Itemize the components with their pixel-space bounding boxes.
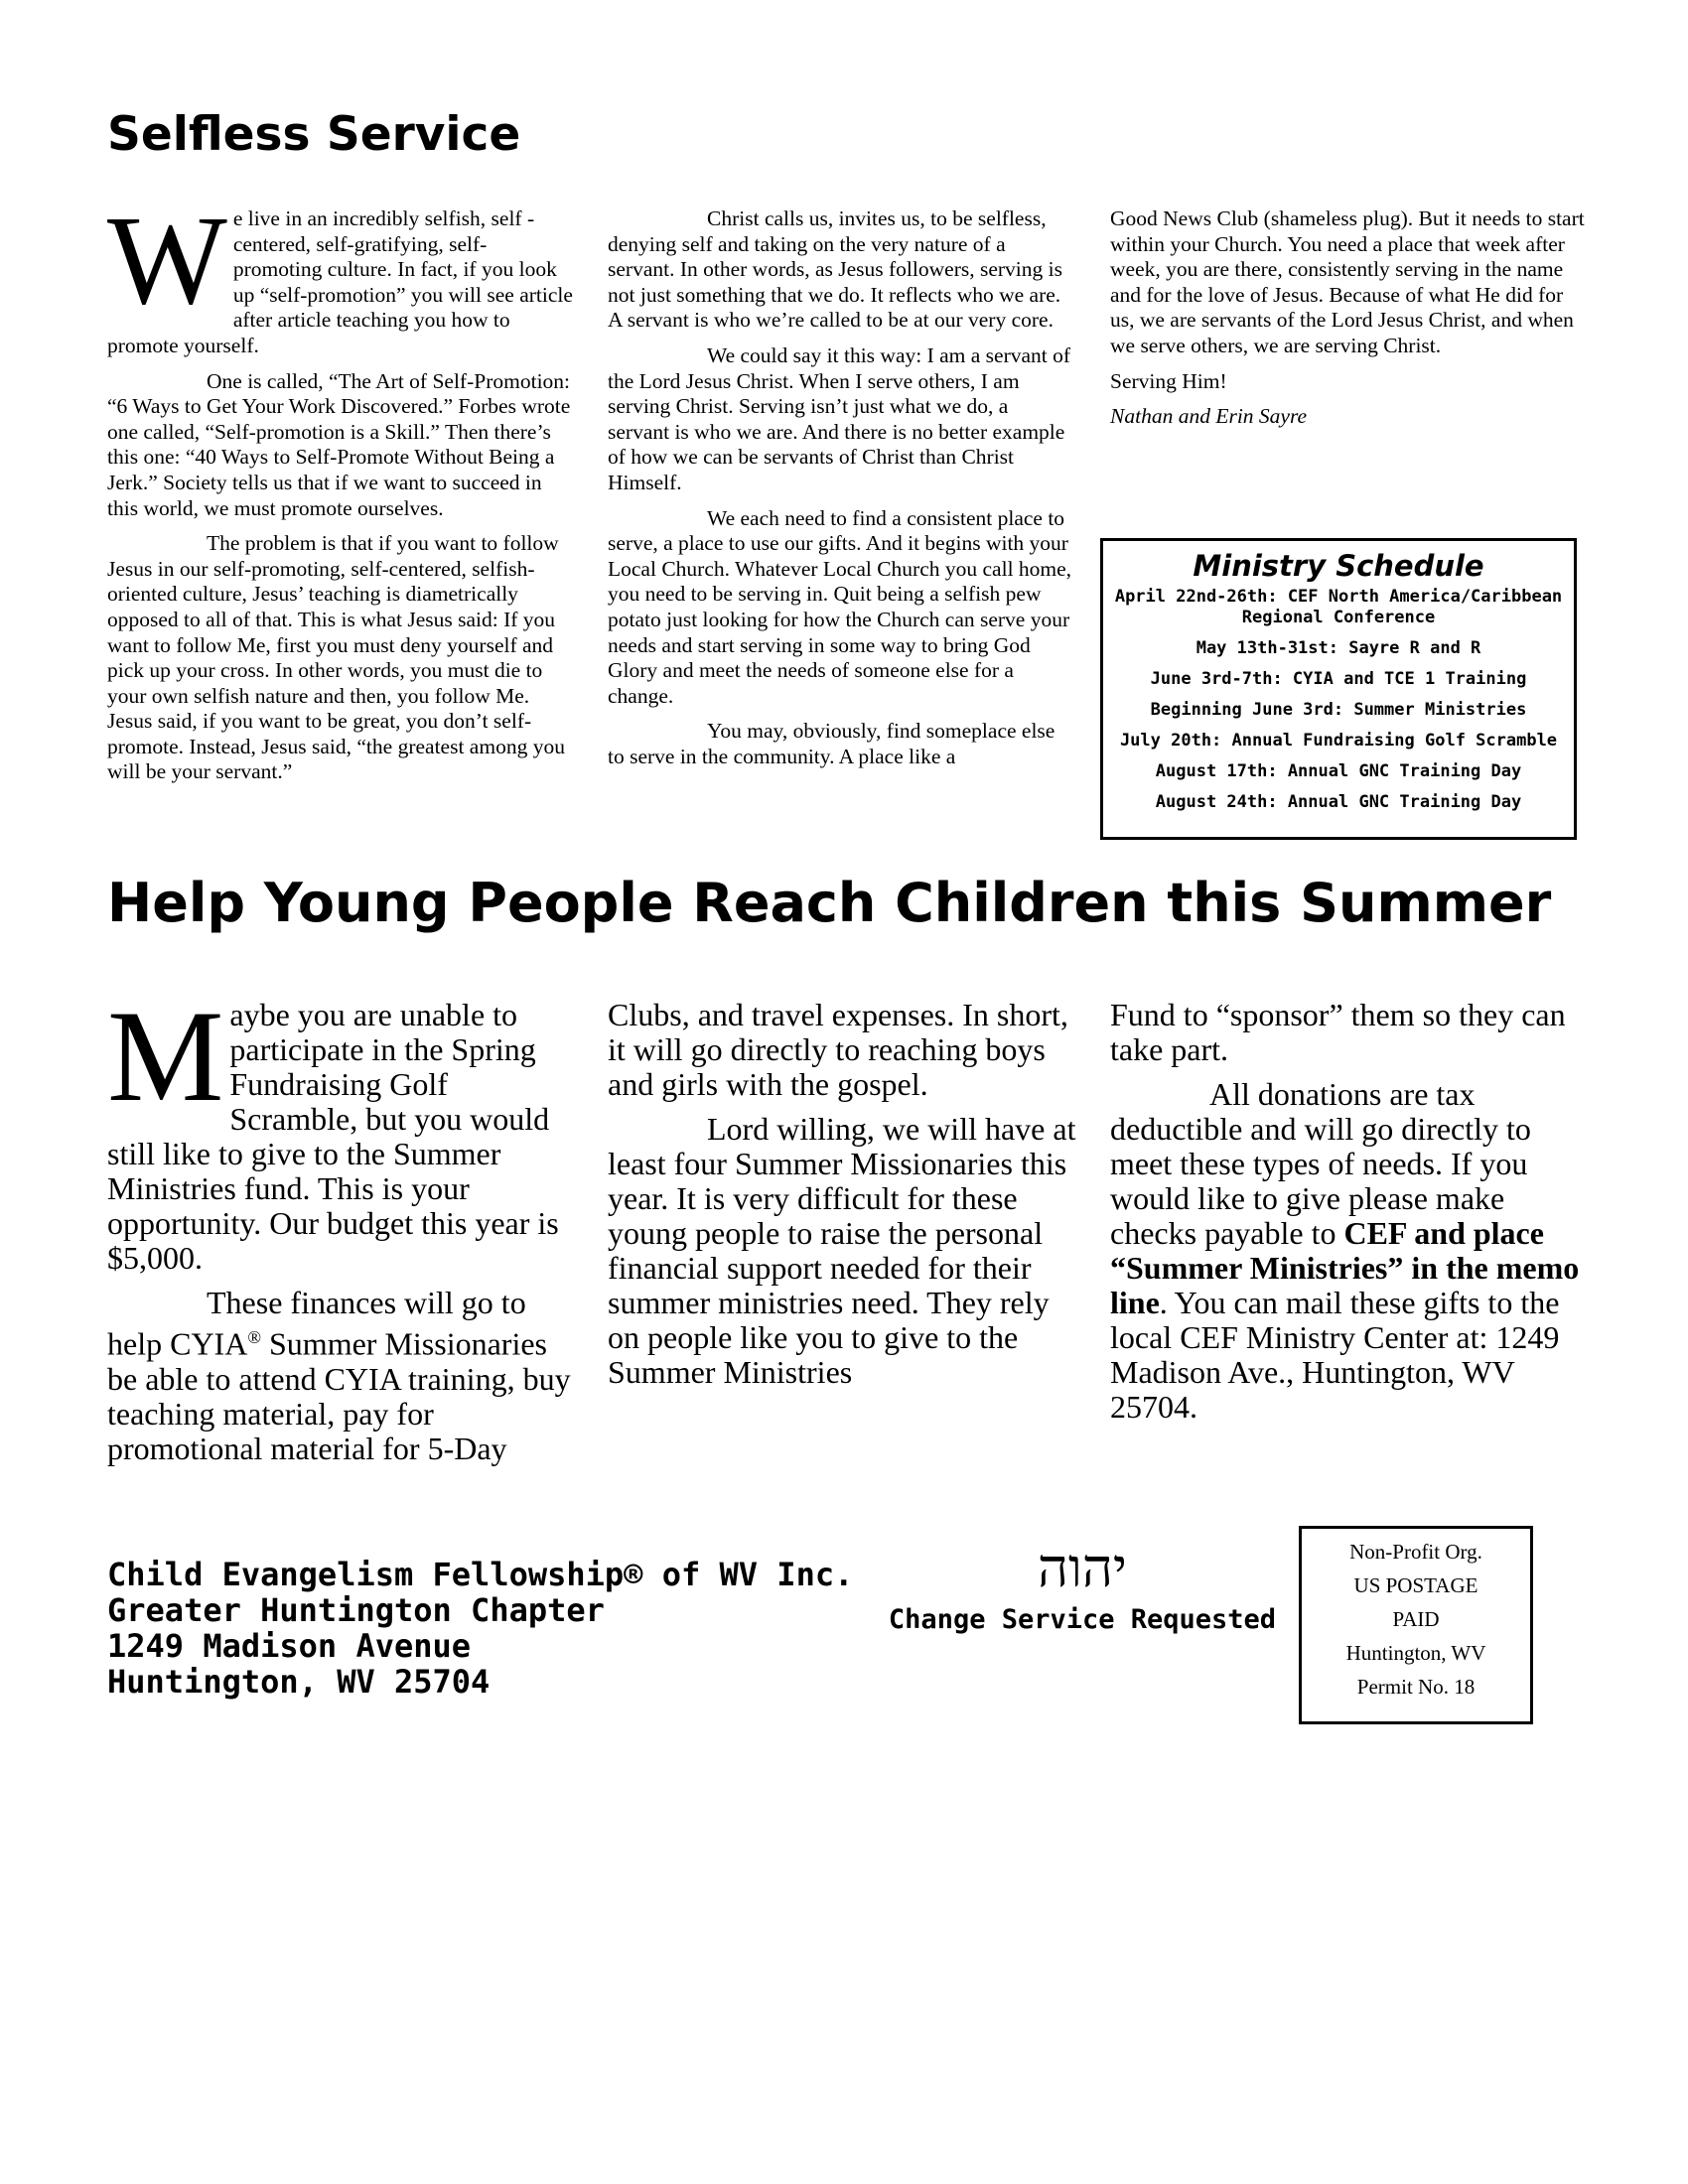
article2-paragraph: Fund to “sponsor” them so they can take part. bbox=[1110, 997, 1566, 1067]
article1-paragraph: We each need to find a consistent place to serve, a place to use our gifts. And it begins with your Local Church. Whatever Local Church you call home, you need to be serving in. Quit being a selfish pew potato just looking for how the Church can serve your needs and start serving in some way to bring God Glory and meet the needs of someone else for a change. bbox=[608, 505, 1072, 708]
schedule-item: May 13th-31st: Sayre R and R bbox=[1196, 638, 1481, 658]
postage-line: Huntington, WV bbox=[1345, 1641, 1486, 1665]
schedule-item: June 3rd-7th: CYIA and TCE 1 Training bbox=[1150, 669, 1527, 689]
article2-column-2 bbox=[608, 998, 1082, 1390]
article1-column-2 bbox=[608, 206, 1074, 769]
article1-paragraph: Good News Club (shameless plug). But it needs to start within your Church. You need a place that week after week, you are there, consistently serving in the name and for the love of Jesus. Because of what He did for us, we are servants of the Lord Jesus Christ, and when we serve others, we are serving Christ. bbox=[1110, 206, 1585, 357]
drop-cap: W bbox=[107, 190, 227, 331]
drop-cap: M bbox=[107, 983, 224, 1129]
schedule-title: Ministry Schedule bbox=[1193, 549, 1484, 583]
postage-line: Non-Profit Org. bbox=[1349, 1540, 1482, 1564]
signature: Nathan and Erin Sayre bbox=[1110, 404, 1308, 429]
article2-paragraph: Lord willing, we will have at least four Summer Missionaries this year. It is very difficult for these young people to raise the personal financial support needed for their summer ministries need. They rely on people like you to give to the Summer Ministries bbox=[608, 1111, 1076, 1390]
schedule-item: Beginning June 3rd: Summer Ministries bbox=[1150, 700, 1527, 720]
address-line: Huntington, WV 25704 bbox=[107, 1663, 491, 1701]
schedule-item: August 17th: Annual GNC Training Day bbox=[1155, 761, 1522, 781]
address-line: Child Evangelism Fellowship® of WV Inc. bbox=[107, 1556, 854, 1593]
article1-paragraph: One is called, “The Art of Self-Promotion: “6 Ways to Get Your Work Discovered.” Forbes wrote one called, “Self-promotion is a Skill.” Then there’s this one: “40 Ways to Self-Promote Without Being a Jerk.” Society tells us that if we want to succeed in this world, we must promote ourselves. bbox=[107, 368, 571, 520]
hebrew-name: יהוה bbox=[1037, 1537, 1128, 1599]
address-line: 1249 Madison Avenue bbox=[107, 1627, 472, 1665]
article1-paragraph: We could say it this way: I am a servant of the Lord Jesus Christ. When I serve others, I am serving Christ. Serving isn’t just what we do, a servant is who we are. And there is no better example of how we can be servants of Christ than Christ Himself. bbox=[608, 342, 1071, 494]
postage-line: Permit No. 18 bbox=[1356, 1675, 1476, 1699]
registered-mark: ® bbox=[247, 1327, 261, 1347]
article2-column-3 bbox=[1110, 998, 1585, 1425]
service-block bbox=[874, 1539, 1291, 1635]
bold-instruction: CEF and place “Summer Ministries” in the memo line bbox=[1110, 1215, 1580, 1320]
article1-paragraph: The problem is that if you want to follow Jesus in our self-promoting, self-centered, selfish-oriented culture, Jesus’ teaching is diametrically opposed to all of that. This is what Jesus said: If you want to follow Me, first you must deny yourself and pick up your cross. In other words, you must die to your own selfish nature and then, you follow Me. Jesus said, if you want to be great, you don’t self-promote. Instead, Jesus said, “the greatest among you will be your servant.” bbox=[107, 531, 565, 784]
ministry-schedule-box bbox=[1100, 538, 1577, 840]
article2-paragraph: Clubs, and travel expenses. In short, it will go directly to reaching boys and girls with the gospel. bbox=[608, 997, 1068, 1102]
schedule-item: April 22nd-26th: CEF North America/Caribbean Regional Conference bbox=[1114, 587, 1563, 627]
postage-indicia bbox=[1299, 1526, 1533, 1724]
schedule-item: August 24th: Annual GNC Training Day bbox=[1155, 792, 1522, 812]
article-title-summer: Help Young People Reach Children this Summer bbox=[107, 872, 1552, 934]
return-address bbox=[107, 1557, 853, 1700]
article2-column-1 bbox=[107, 983, 582, 1466]
article2-paragraph: All donations are tax deductible and will go directly to meet these types of needs. If you would like to give please make checks payable to CEF and place “Summer Ministries” in the memo line. You can mail these gifts to the local CEF Ministry Center at: 1249 Madison Ave., Huntington, WV 25704. bbox=[1110, 1076, 1580, 1425]
article1-paragraph: Christ calls us, invites us, to be selfless, denying self and taking on the very nature of a servant. In other words, as Jesus followers, serving is not just something that we do. It reflects who we are. A servant is who we’re called to be at our very core. bbox=[608, 206, 1062, 333]
postage-line: US POSTAGE bbox=[1353, 1573, 1478, 1597]
schedule-item: July 20th: Annual Fundraising Golf Scramble bbox=[1119, 731, 1558, 751]
change-service-requested: Change Service Requested bbox=[888, 1604, 1277, 1635]
postage-line: PAID bbox=[1392, 1607, 1440, 1631]
article1-paragraph: You may, obviously, find someplace else to serve in the community. A place like a bbox=[608, 719, 1055, 768]
article1-paragraph: We live in an incredibly selfish, self -centered, self-gratifying, self-promoting culture. In fact, if you look up “self-promotion” you will see article after article teaching you how to promote yourself. bbox=[107, 190, 573, 357]
article-title-selfless-service: Selfless Service bbox=[107, 107, 521, 162]
article2-paragraph: Maybe you are unable to participate in the Spring Fundraising Golf Scramble, but you would still like to give to the Summer Ministries fund. This is your opportunity. Our budget this year is $5,000. bbox=[107, 983, 559, 1276]
closing-line: Serving Him! bbox=[1110, 368, 1227, 393]
article1-column-3 bbox=[1110, 206, 1587, 430]
article1-column-1 bbox=[107, 190, 574, 785]
article2-paragraph: These finances will go to help CYIA® Summer Missionaries be able to attend CYIA training, buy teaching material, pay for promotional material for 5-Day bbox=[107, 1285, 571, 1466]
address-line: Greater Huntington Chapter bbox=[107, 1591, 605, 1629]
